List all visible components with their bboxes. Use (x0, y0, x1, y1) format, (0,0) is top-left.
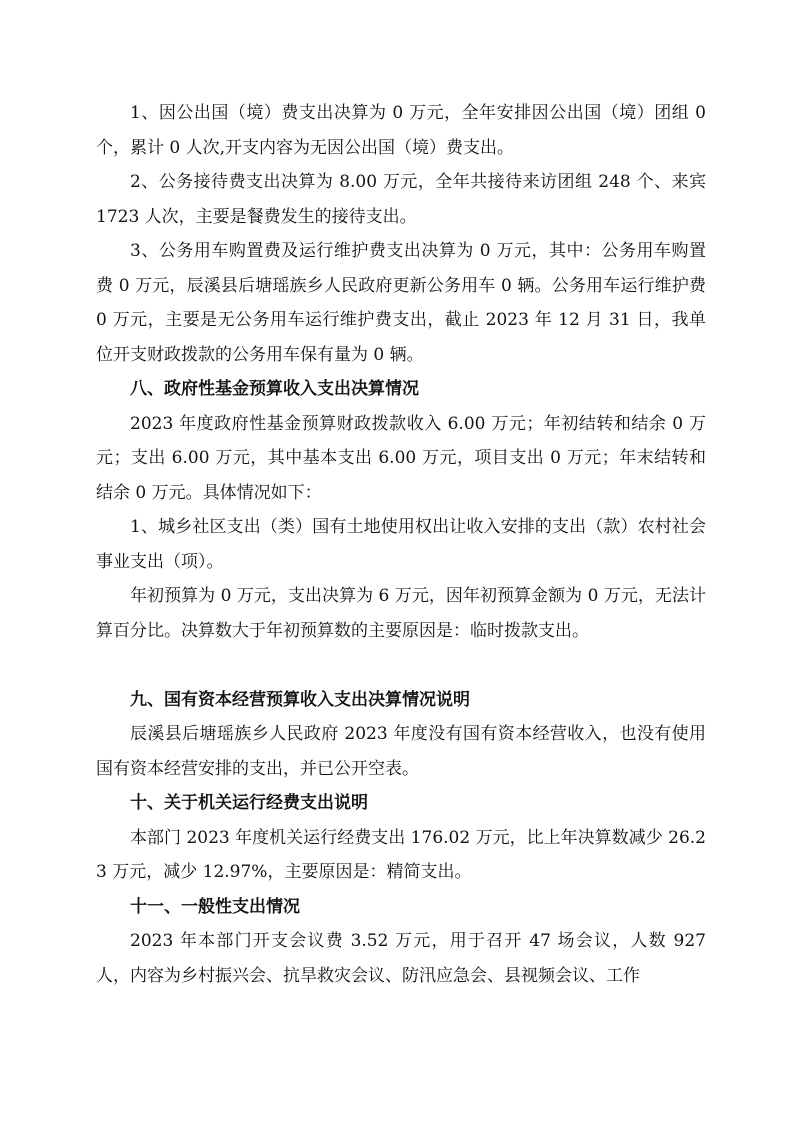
document-body (96, 96, 706, 993)
paragraph-operating-expense: 本部门 2023 年度机关运行经费支出 176.02 万元，比上年决算数减少 26.23 万元，减少 12.97%，主要原因是：精简支出。 (96, 827, 706, 882)
section-heading-8: 八、政府性基金预算收入支出决算情况 (130, 379, 419, 399)
paragraph-state-capital: 辰溪县后塘瑶族乡人民政府 2023 年度没有国有资本经营收入，也没有使用国有资本经营安排的支出，并已公开空表。 (96, 724, 706, 779)
paragraph-overseas-travel: 1、因公出国（境）费支出决算为 0 万元，全年安排因公出国（境）团组 0 个，累计 0 人次,开支内容为无因公出国（境）费支出。 (96, 103, 706, 158)
paragraph-fund-summary: 2023 年度政府性基金预算财政拨款收入 6.00 万元；年初结转和结余 0 万元；支出 6.00 万元，其中基本支出 6.00 万元，项目支出 0 万元；年末结转和结余 0 万元。具体情况如下： (96, 413, 706, 503)
section-heading-9: 九、国有资本经营预算收入支出决算情况说明 (130, 689, 470, 710)
paragraph-fund-item: 1、城乡社区支出（类）国有土地使用权出让收入安排的支出（款）农村社会事业支出（项）。 (96, 517, 706, 572)
paragraph-general-expense: 2023 年本部门开支会议费 3.52 万元，用于召开 47 场会议，人数 927 人，内容为乡村振兴会、抗旱救灾会议、防汛应急会、县视频会议、工作 (96, 931, 706, 986)
section-heading-11: 十一、一般性支出情况 (130, 896, 300, 917)
section-heading-10: 十、关于机关运行经费支出说明 (130, 793, 368, 813)
paragraph-fund-budget: 年初预算为 0 万元，支出决算为 6 万元，因年初预算金额为 0 万元，无法计算百分比。决算数大于年初预算数的主要原因是：临时拨款支出。 (96, 586, 706, 641)
paragraph-reception: 2、公务接待费支出决算为 8.00 万元，全年共接待来访团组 248 个、来宾 1723 人次，主要是餐费发生的接待支出。 (96, 172, 706, 227)
blank-line (96, 648, 706, 683)
paragraph-vehicles: 3、公务用车购置费及运行维护费支出决算为 0 万元，其中：公务用车购置费 0 万元，辰溪县后塘瑶族乡人民政府更新公务用车 0 辆。公务用车运行维护费 0 万元，主要是无公务用车运行维护费支出，截止 2023 年 12 月 31 日，我单位开支财政拨款的公务用车保有量为 0 辆。 (96, 241, 706, 365)
